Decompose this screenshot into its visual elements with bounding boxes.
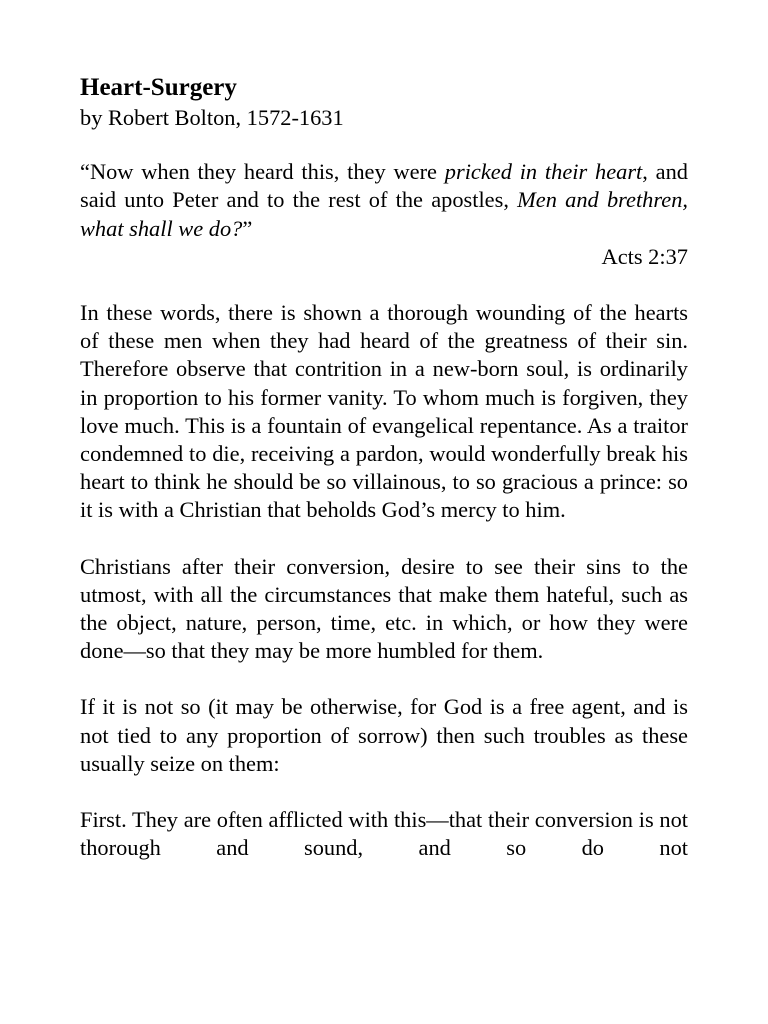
document-page [80,72,688,862]
epigraph-text-open: “Now when they heard this, they were [80,159,445,185]
epigraph-italic-1: pricked in their heart [444,159,643,185]
document-title: Heart-Surgery [80,74,237,101]
body-paragraph-3: If it is not so (it may be otherwise, for God is a free agent, and is not tied to any proportion of sorrow) then such troubles as these usually seize on them: [80,694,688,776]
author-byline: by Robert Bolton, 1572-1631 [80,105,344,130]
scripture-reference: Acts 2:37 [601,243,688,269]
body-paragraph-4: First. They are often afflicted with this—that their conversion is not thorough and sound, and so do not [80,807,688,861]
epigraph-italic-2: Men and brethren, what shall we do? [80,187,688,241]
epigraph-quote [80,158,688,243]
epigraph-text-middle: , and said unto Peter and to the rest of the apostles, [80,159,688,213]
epigraph-text-close: ” [242,215,253,241]
body-paragraph-1: In these words, there is shown a thorough wounding of the hearts of these men when they had heard of the greatness of their sin. Therefore observe that contrition in a new-born soul, is ordinarily in proportion to his former vanity. To whom much is forgiven, they love much. This is a fountain of evangelical repentance. As a traitor condemned to die, receiving a pardon, would wonderfully break his heart to think he should be so villainous, to so gracious a prince: so it is with a Christian that beholds God’s mercy to him. [80,300,688,523]
body-paragraph-2: Christians after their conversion, desire to see their sins to the utmost, with all the circumstances that make them hateful, such as the object, nature, person, time, etc. in which, or how they were done—so that they may be more humbled for them. [80,553,688,664]
